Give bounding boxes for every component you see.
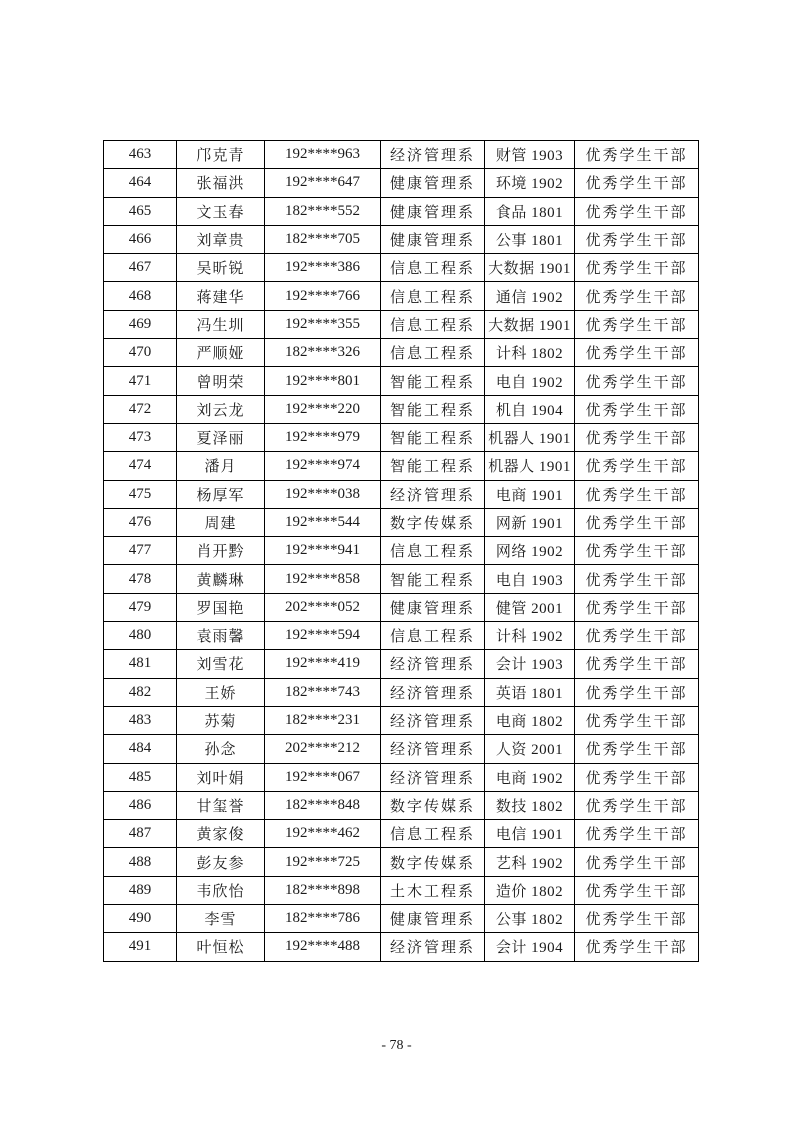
name-cell: 蒋建华 <box>177 282 265 310</box>
student-id-cell: 182****705 <box>265 225 381 253</box>
department-cell: 健康管理系 <box>381 225 485 253</box>
index-cell: 490 <box>104 905 177 933</box>
index-cell: 473 <box>104 423 177 451</box>
class-cell: 电商 1901 <box>485 480 575 508</box>
name-cell: 罗国艳 <box>177 593 265 621</box>
department-cell: 经济管理系 <box>381 678 485 706</box>
award-cell: 优秀学生干部 <box>575 820 699 848</box>
award-cell: 优秀学生干部 <box>575 310 699 338</box>
student-id-cell: 182****848 <box>265 791 381 819</box>
class-cell: 电商 1802 <box>485 706 575 734</box>
name-cell: 潘月 <box>177 452 265 480</box>
table-row <box>104 933 699 961</box>
student-id-cell: 192****594 <box>265 622 381 650</box>
class-cell: 艺科 1902 <box>485 848 575 876</box>
index-cell: 479 <box>104 593 177 621</box>
name-cell: 王娇 <box>177 678 265 706</box>
name-cell: 严顺娅 <box>177 339 265 367</box>
table-row <box>104 310 699 338</box>
name-cell: 冯生圳 <box>177 310 265 338</box>
student-id-cell: 192****462 <box>265 820 381 848</box>
name-cell: 邝克青 <box>177 141 265 169</box>
name-cell: 苏菊 <box>177 706 265 734</box>
department-cell: 经济管理系 <box>381 480 485 508</box>
award-cell: 优秀学生干部 <box>575 508 699 536</box>
award-cell: 优秀学生干部 <box>575 791 699 819</box>
class-cell: 公事 1801 <box>485 225 575 253</box>
award-cell: 优秀学生干部 <box>575 848 699 876</box>
name-cell: 李雪 <box>177 905 265 933</box>
index-cell: 487 <box>104 820 177 848</box>
student-id-cell: 202****212 <box>265 735 381 763</box>
student-id-cell: 192****979 <box>265 423 381 451</box>
index-cell: 470 <box>104 339 177 367</box>
table-row <box>104 339 699 367</box>
award-table <box>103 140 699 962</box>
class-cell: 食品 1801 <box>485 197 575 225</box>
class-cell: 计科 1902 <box>485 622 575 650</box>
class-cell: 公事 1802 <box>485 905 575 933</box>
department-cell: 信息工程系 <box>381 339 485 367</box>
class-cell: 网新 1901 <box>485 508 575 536</box>
class-cell: 电商 1902 <box>485 763 575 791</box>
award-cell: 优秀学生干部 <box>575 650 699 678</box>
department-cell: 智能工程系 <box>381 452 485 480</box>
department-cell: 信息工程系 <box>381 310 485 338</box>
class-cell: 网络 1902 <box>485 537 575 565</box>
award-cell: 优秀学生干部 <box>575 423 699 451</box>
student-id-cell: 192****963 <box>265 141 381 169</box>
index-cell: 467 <box>104 254 177 282</box>
class-cell: 造价 1802 <box>485 876 575 904</box>
name-cell: 肖开黔 <box>177 537 265 565</box>
award-cell: 优秀学生干部 <box>575 537 699 565</box>
class-cell: 机器人 1901 <box>485 423 575 451</box>
class-cell: 计科 1802 <box>485 339 575 367</box>
student-id-cell: 192****038 <box>265 480 381 508</box>
student-id-cell: 182****552 <box>265 197 381 225</box>
table-row <box>104 282 699 310</box>
table-row <box>104 508 699 536</box>
award-cell: 优秀学生干部 <box>575 763 699 791</box>
index-cell: 471 <box>104 367 177 395</box>
student-id-cell: 192****067 <box>265 763 381 791</box>
award-cell: 优秀学生干部 <box>575 367 699 395</box>
name-cell: 叶恒松 <box>177 933 265 961</box>
award-cell: 优秀学生干部 <box>575 141 699 169</box>
table-row <box>104 169 699 197</box>
name-cell: 曾明荣 <box>177 367 265 395</box>
student-id-cell: 192****941 <box>265 537 381 565</box>
student-id-cell: 182****743 <box>265 678 381 706</box>
table-row <box>104 848 699 876</box>
index-cell: 485 <box>104 763 177 791</box>
student-id-cell: 192****801 <box>265 367 381 395</box>
name-cell: 黄麟琳 <box>177 565 265 593</box>
department-cell: 信息工程系 <box>381 537 485 565</box>
department-cell: 健康管理系 <box>381 905 485 933</box>
student-id-cell: 182****786 <box>265 905 381 933</box>
award-cell: 优秀学生干部 <box>575 254 699 282</box>
class-cell: 数技 1802 <box>485 791 575 819</box>
table-row <box>104 622 699 650</box>
award-cell: 优秀学生干部 <box>575 622 699 650</box>
index-cell: 472 <box>104 395 177 423</box>
index-cell: 469 <box>104 310 177 338</box>
table-row <box>104 452 699 480</box>
index-cell: 464 <box>104 169 177 197</box>
award-cell: 优秀学生干部 <box>575 480 699 508</box>
department-cell: 经济管理系 <box>381 933 485 961</box>
student-id-cell: 192****419 <box>265 650 381 678</box>
class-cell: 电自 1902 <box>485 367 575 395</box>
department-cell: 数字传媒系 <box>381 791 485 819</box>
student-id-cell: 202****052 <box>265 593 381 621</box>
class-cell: 机器人 1901 <box>485 452 575 480</box>
page-number: - 78 - <box>381 1038 412 1053</box>
name-cell: 夏泽丽 <box>177 423 265 451</box>
student-id-cell: 192****725 <box>265 848 381 876</box>
name-cell: 刘章贵 <box>177 225 265 253</box>
index-cell: 477 <box>104 537 177 565</box>
class-cell: 会计 1903 <box>485 650 575 678</box>
index-cell: 491 <box>104 933 177 961</box>
name-cell: 吴昕锐 <box>177 254 265 282</box>
index-cell: 483 <box>104 706 177 734</box>
table-row <box>104 706 699 734</box>
award-cell: 优秀学生干部 <box>575 735 699 763</box>
name-cell: 刘叶娟 <box>177 763 265 791</box>
award-cell: 优秀学生干部 <box>575 933 699 961</box>
award-cell: 优秀学生干部 <box>575 169 699 197</box>
award-cell: 优秀学生干部 <box>575 452 699 480</box>
table-row <box>104 480 699 508</box>
table-row <box>104 650 699 678</box>
department-cell: 健康管理系 <box>381 197 485 225</box>
table-row <box>104 197 699 225</box>
table-row <box>104 820 699 848</box>
table-row <box>104 225 699 253</box>
student-id-cell: 192****858 <box>265 565 381 593</box>
name-cell: 甘玺誉 <box>177 791 265 819</box>
award-cell: 优秀学生干部 <box>575 339 699 367</box>
student-id-cell: 192****386 <box>265 254 381 282</box>
name-cell: 刘雪花 <box>177 650 265 678</box>
table-row <box>104 735 699 763</box>
table-row <box>104 678 699 706</box>
class-cell: 电信 1901 <box>485 820 575 848</box>
student-id-cell: 192****974 <box>265 452 381 480</box>
name-cell: 袁雨馨 <box>177 622 265 650</box>
student-id-cell: 192****488 <box>265 933 381 961</box>
index-cell: 478 <box>104 565 177 593</box>
department-cell: 信息工程系 <box>381 282 485 310</box>
table-row <box>104 876 699 904</box>
department-cell: 智能工程系 <box>381 565 485 593</box>
name-cell: 张福洪 <box>177 169 265 197</box>
award-cell: 优秀学生干部 <box>575 225 699 253</box>
index-cell: 489 <box>104 876 177 904</box>
index-cell: 466 <box>104 225 177 253</box>
class-cell: 英语 1801 <box>485 678 575 706</box>
department-cell: 健康管理系 <box>381 169 485 197</box>
department-cell: 智能工程系 <box>381 367 485 395</box>
table-row <box>104 141 699 169</box>
student-id-cell: 182****898 <box>265 876 381 904</box>
class-cell: 机自 1904 <box>485 395 575 423</box>
index-cell: 475 <box>104 480 177 508</box>
department-cell: 经济管理系 <box>381 706 485 734</box>
department-cell: 经济管理系 <box>381 650 485 678</box>
table-row <box>104 593 699 621</box>
index-cell: 486 <box>104 791 177 819</box>
index-cell: 476 <box>104 508 177 536</box>
department-cell: 数字传媒系 <box>381 508 485 536</box>
name-cell: 黄家俊 <box>177 820 265 848</box>
student-id-cell: 192****766 <box>265 282 381 310</box>
award-cell: 优秀学生干部 <box>575 876 699 904</box>
name-cell: 文玉春 <box>177 197 265 225</box>
class-cell: 人资 2001 <box>485 735 575 763</box>
table-row <box>104 254 699 282</box>
class-cell: 大数据 1901 <box>485 254 575 282</box>
index-cell: 488 <box>104 848 177 876</box>
class-cell: 大数据 1901 <box>485 310 575 338</box>
index-cell: 474 <box>104 452 177 480</box>
index-cell: 481 <box>104 650 177 678</box>
table-row <box>104 565 699 593</box>
name-cell: 孙念 <box>177 735 265 763</box>
index-cell: 482 <box>104 678 177 706</box>
department-cell: 经济管理系 <box>381 735 485 763</box>
award-cell: 优秀学生干部 <box>575 706 699 734</box>
student-id-cell: 182****231 <box>265 706 381 734</box>
award-cell: 优秀学生干部 <box>575 565 699 593</box>
table-row <box>104 537 699 565</box>
student-id-cell: 192****355 <box>265 310 381 338</box>
award-cell: 优秀学生干部 <box>575 197 699 225</box>
department-cell: 经济管理系 <box>381 763 485 791</box>
table-row <box>104 423 699 451</box>
index-cell: 468 <box>104 282 177 310</box>
class-cell: 电自 1903 <box>485 565 575 593</box>
index-cell: 465 <box>104 197 177 225</box>
name-cell: 彭友参 <box>177 848 265 876</box>
award-table-body <box>104 141 699 962</box>
class-cell: 环境 1902 <box>485 169 575 197</box>
name-cell: 韦欣怡 <box>177 876 265 904</box>
index-cell: 484 <box>104 735 177 763</box>
department-cell: 经济管理系 <box>381 141 485 169</box>
award-cell: 优秀学生干部 <box>575 282 699 310</box>
table-row <box>104 367 699 395</box>
class-cell: 健管 2001 <box>485 593 575 621</box>
department-cell: 智能工程系 <box>381 423 485 451</box>
award-cell: 优秀学生干部 <box>575 678 699 706</box>
class-cell: 会计 1904 <box>485 933 575 961</box>
department-cell: 信息工程系 <box>381 254 485 282</box>
name-cell: 周建 <box>177 508 265 536</box>
class-cell: 通信 1902 <box>485 282 575 310</box>
department-cell: 土木工程系 <box>381 876 485 904</box>
table-row <box>104 763 699 791</box>
student-id-cell: 182****326 <box>265 339 381 367</box>
student-id-cell: 192****544 <box>265 508 381 536</box>
student-id-cell: 192****647 <box>265 169 381 197</box>
table-row <box>104 791 699 819</box>
class-cell: 财管 1903 <box>485 141 575 169</box>
table-row <box>104 905 699 933</box>
department-cell: 智能工程系 <box>381 395 485 423</box>
name-cell: 杨厚军 <box>177 480 265 508</box>
department-cell: 信息工程系 <box>381 820 485 848</box>
department-cell: 数字传媒系 <box>381 848 485 876</box>
award-cell: 优秀学生干部 <box>575 905 699 933</box>
student-id-cell: 192****220 <box>265 395 381 423</box>
name-cell: 刘云龙 <box>177 395 265 423</box>
award-cell: 优秀学生干部 <box>575 593 699 621</box>
department-cell: 健康管理系 <box>381 593 485 621</box>
index-cell: 463 <box>104 141 177 169</box>
award-cell: 优秀学生干部 <box>575 395 699 423</box>
table-row <box>104 395 699 423</box>
index-cell: 480 <box>104 622 177 650</box>
department-cell: 信息工程系 <box>381 622 485 650</box>
